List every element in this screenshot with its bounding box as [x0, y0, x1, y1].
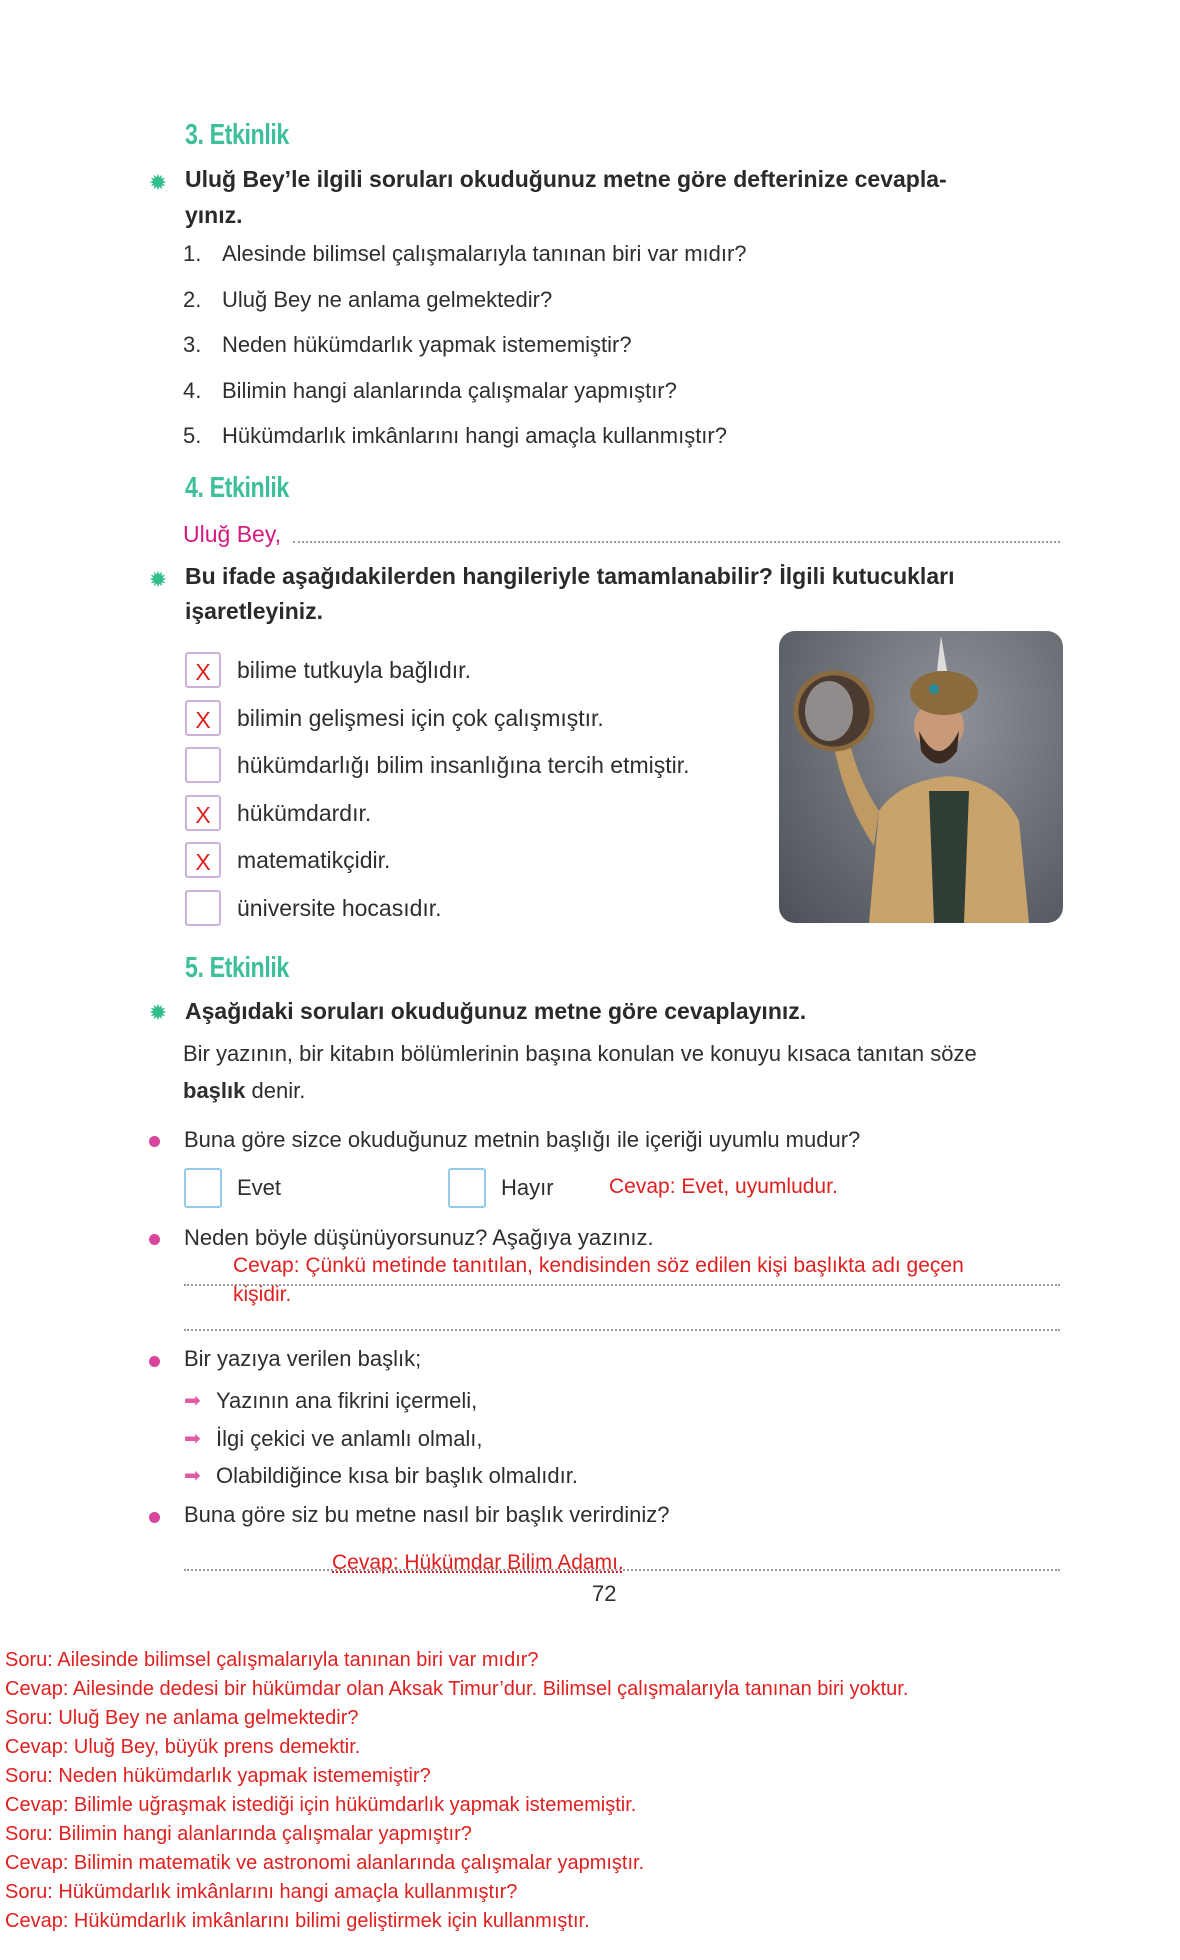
- q2-answer: Cevap: Çünkü metinde tanıtılan, kendisinden söz edilen kişi başlıkta adı geçen: [233, 1254, 964, 1277]
- question-3-intro: Bir yazıya verilen başlık;: [184, 1346, 422, 1371]
- activity3-instruction-cont: yınız.: [185, 202, 243, 228]
- answer-line[interactable]: [293, 541, 1060, 543]
- definition-text: Bir yazının, bir kitabın bölümlerinin başına konulan ve konuyu kısaca tanıtan söze: [183, 1041, 977, 1066]
- question-text: Uluğ Bey ne anlama gelmektedir?: [222, 287, 553, 312]
- arrow-icon: ➡: [184, 1390, 201, 1412]
- star-bullet-icon: ✹: [148, 567, 168, 592]
- question-number: 1.: [183, 241, 202, 266]
- question-text: Bilimin hangi alanlarında çalışmalar yapmıştır?: [222, 378, 677, 403]
- answer-line-text: Cevap: Bilimin matematik ve astronomi alanlarında çalışmalar yapmıştır.: [5, 1852, 645, 1874]
- option-text: bilimin gelişmesi için çok çalışmıştır.: [237, 705, 604, 731]
- activity5-heading: 5. Etkinlik: [185, 952, 289, 984]
- question-text: Neden hükümdarlık yapmak istememiştir?: [222, 332, 632, 357]
- criteria-item: Olabildiğince kısa bir başlık olmalıdır.: [216, 1463, 578, 1488]
- question-text: Hükümdarlık imkânlarını hangi amaçla kullanmıştır?: [222, 423, 727, 448]
- no-label: Hayır: [501, 1175, 554, 1200]
- activity4-heading: 4. Etkinlik: [185, 472, 289, 504]
- option-text: matematikçidir.: [237, 847, 391, 873]
- prompt-text: Uluğ Bey,: [183, 521, 282, 547]
- bullet-icon: [149, 1356, 160, 1367]
- option-text: üniversite hocasıdır.: [237, 895, 442, 921]
- arrow-icon: ➡: [184, 1428, 201, 1450]
- criteria-item: Yazının ana fikrini içermeli,: [216, 1388, 478, 1413]
- question-number: 2.: [183, 287, 202, 312]
- answer-question-line: Soru: Ailesinde bilimsel çalışmalarıyla tanınan biri var mıdır?: [5, 1649, 539, 1671]
- checkbox[interactable]: X: [185, 652, 221, 688]
- bullet-icon: [149, 1136, 160, 1147]
- activity4-instruction: Bu ifade aşağıdakilerden hangileriyle tamamlanabilir? İlgili kutucukları: [185, 563, 955, 589]
- checkbox[interactable]: [185, 890, 221, 926]
- star-bullet-icon: ✹: [148, 1000, 168, 1025]
- activity4-instruction-cont: işaretleyiniz.: [185, 598, 324, 624]
- star-bullet-icon: ✹: [148, 170, 168, 195]
- checkbox[interactable]: X: [185, 795, 221, 831]
- activity3-instruction: Uluğ Bey’le ilgili soruları okuduğunuz metne göre defterinize cevapla-: [185, 166, 947, 192]
- checkbox[interactable]: [185, 747, 221, 783]
- checkbox[interactable]: X: [185, 842, 221, 878]
- yes-label: Evet: [237, 1175, 282, 1200]
- question-number: 4.: [183, 378, 202, 403]
- question-2: Neden böyle düşünüyorsunuz? Aşağıya yazınız.: [184, 1225, 654, 1250]
- bullet-icon: [149, 1512, 160, 1523]
- definition-bold: başlık: [183, 1078, 246, 1103]
- option-text: hükümdarlığı bilim insanlığına tercih etmiştir.: [237, 752, 690, 778]
- answer-question-line: Soru: Hükümdarlık imkânlarını hangi amaçla kullanmıştır?: [5, 1881, 518, 1903]
- bullet-icon: [149, 1234, 160, 1245]
- answer-line-text: Cevap: Uluğ Bey, büyük prens demektir.: [5, 1736, 361, 1758]
- answer-line[interactable]: [184, 1329, 1060, 1331]
- answer-question-line: Soru: Bilimin hangi alanlarında çalışmalar yapmıştır?: [5, 1823, 472, 1845]
- activity3-heading: 3. Etkinlik: [185, 119, 289, 151]
- page-number: 72: [592, 1581, 617, 1606]
- option-text: bilime tutkuyla bağlıdır.: [237, 657, 471, 683]
- definition-rest: denir.: [245, 1078, 306, 1103]
- no-checkbox[interactable]: [448, 1168, 486, 1208]
- question-4: Buna göre siz bu metne nasıl bir başlık verirdiniz?: [184, 1502, 670, 1527]
- q1-answer: Cevap: Evet, uyumludur.: [609, 1175, 838, 1198]
- criteria-item: İlgi çekici ve anlamlı olmalı,: [216, 1426, 483, 1451]
- definition-text-cont: [183, 1076, 305, 1106]
- answer-line[interactable]: [184, 1284, 1060, 1286]
- yes-checkbox[interactable]: [184, 1168, 222, 1208]
- answer-line-text: Cevap: Bilimle uğraşmak istediği için hükümdarlık yapmak istememiştir.: [5, 1794, 637, 1816]
- ulugh-beg-illustration: [779, 631, 1063, 923]
- answer-line-text: Cevap: Hükümdarlık imkânlarını bilimi geliştirmek için kullanmıştır.: [5, 1910, 590, 1932]
- answer-question-line: Soru: Uluğ Bey ne anlama gelmektedir?: [5, 1707, 359, 1729]
- question-number: 3.: [183, 332, 202, 357]
- option-text: hükümdardır.: [237, 800, 372, 826]
- q4-answer: Cevap: Hükümdar Bilim Adamı.: [332, 1551, 624, 1574]
- question-number: 5.: [183, 423, 202, 448]
- question-1: Buna göre sizce okuduğunuz metnin başlığı ile içeriği uyumlu mudur?: [184, 1127, 861, 1152]
- answer-line-text: Cevap: Ailesinde dedesi bir hükümdar olan Aksak Timur’dur. Bilimsel çalışmalarıyla tanınan biri yoktur.: [5, 1678, 909, 1700]
- question-text: Alesinde bilimsel çalışmalarıyla tanınan biri var mıdır?: [222, 241, 747, 266]
- answer-question-line: Soru: Neden hükümdarlık yapmak istememiştir?: [5, 1765, 431, 1787]
- arrow-icon: ➡: [184, 1465, 201, 1487]
- checkbox[interactable]: X: [185, 700, 221, 736]
- activity5-instruction: Aşağıdaki soruları okuduğunuz metne göre cevaplayınız.: [185, 998, 807, 1024]
- q2-answer-cont: kişidir.: [233, 1283, 292, 1306]
